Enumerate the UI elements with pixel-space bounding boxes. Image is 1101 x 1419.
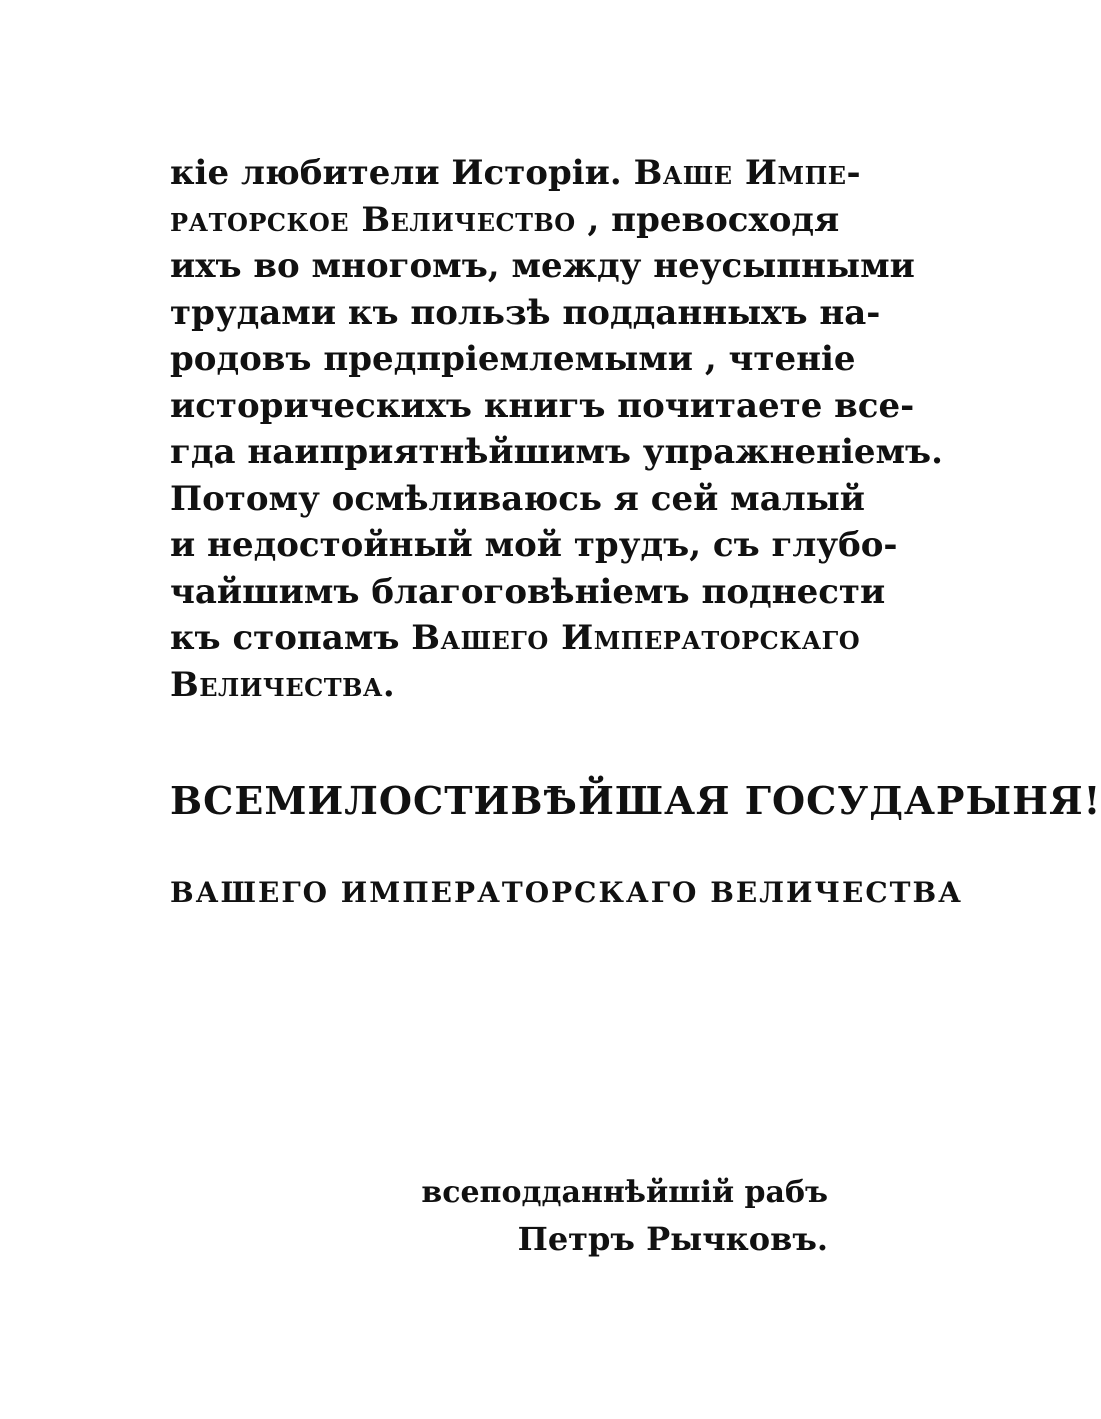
- text-line: къ стопамъ Вашего Императорскаго: [170, 618, 861, 658]
- text-line: родовъ предпріемлемыми , чтеніе: [170, 339, 856, 379]
- closing-formula: всеподданнѣйшій рабъ: [421, 1175, 828, 1210]
- text-line: гда наиприятнѣйшимъ упражненіемъ.: [170, 432, 943, 472]
- greeting-heading: ВСЕМИЛОСТИВѢЙШАЯ ГОСУДАРЫНЯ!: [170, 778, 1101, 823]
- text-line: ихъ во многомъ, между неусыпными: [170, 246, 915, 286]
- text-line: трудами къ пользѣ подданныхъ на-: [170, 292, 881, 333]
- signature-name: Петръ Рычковъ.: [517, 1220, 828, 1258]
- dedication-body: [170, 150, 943, 708]
- signature-block: [421, 1170, 828, 1262]
- text-line: историческихъ книгъ почитаете все-: [170, 385, 915, 426]
- text-line: чайшимъ благоговѣніемъ поднести: [170, 571, 886, 612]
- title-line: ВАШЕГО ИМПЕРАТОРСКАГО ВЕЛИЧЕСТВА: [170, 876, 963, 909]
- text-line: Потому осмѣливаюсь я сей малый: [170, 478, 865, 519]
- text-line: кіе любители Исторіи. Ваше Импе-: [170, 153, 862, 193]
- text-line: Величества.: [170, 664, 396, 705]
- text-line: и недостойный мой трудъ, съ глубо-: [170, 525, 898, 565]
- text-line: раторское Величество , превосходя: [170, 199, 840, 240]
